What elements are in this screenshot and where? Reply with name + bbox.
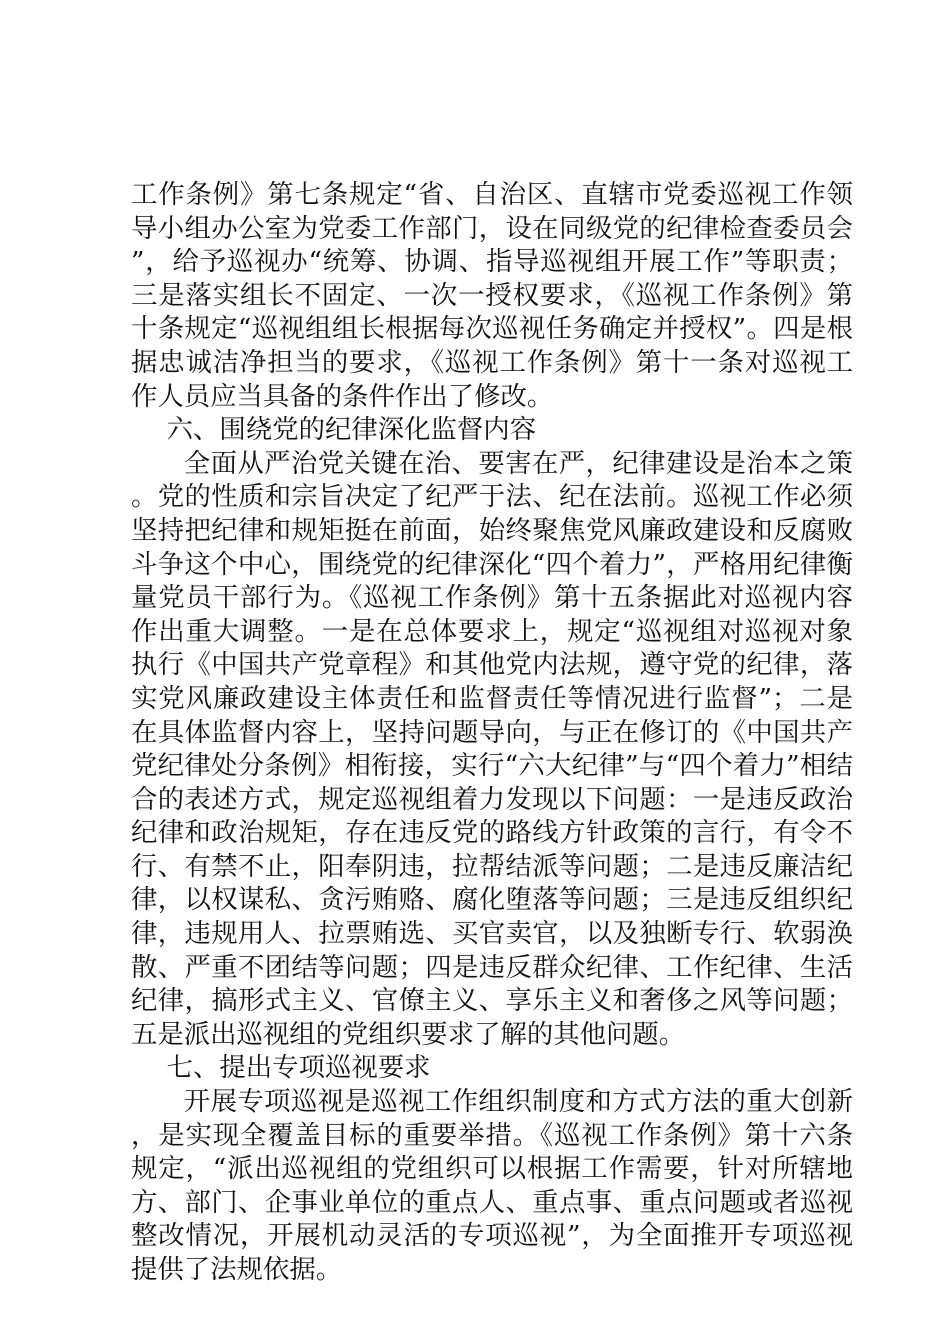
paragraph-special-inspection: 开展专项巡视是巡视工作组织制度和方式方法的重大创新，是实现全覆盖目标的重要举措。《巡视工作条例》第十六条规定，“派出巡视组的党组织可以根据工作需要，针对所辖地方、部门、企事业单位的重点人、重点事、重点问题或者巡视整改情况，开展机动灵活的专项巡视”，为全面推开专项巡视提供了法规依据。 [131, 1086, 853, 1285]
paragraph-continued: 工作条例》第七条规定“省、自治区、直辖市党委巡视工作领导小组办公室为党委工作部门，设在同级党的纪律检查委员会”，给予巡视办“统筹、协调、指导巡视组开展工作”等职责；三是落实组长不固定、一次一授权要求，《巡视工作条例》第十条规定“巡视组组长根据每次巡视任务确定并授权”。四是根据忠诚洁净担当的要求，《巡视工作条例》第十一条对巡视工作人员应当具备的条件作出了修改。 [131, 179, 853, 412]
section-heading-six: 六、围绕党的纪律深化监督内容 [166, 414, 537, 446]
document-page [131, 178, 853, 1287]
section-heading-seven: 七、提出专项巡视要求 [166, 1052, 431, 1084]
paragraph-discipline-supervision: 全面从严治党关键在治、要害在严，纪律建设是治本之策。党的性质和宗旨决定了纪严于法、纪在法前。巡视工作必须坚持把纪律和规矩挺在前面，始终聚焦党风廉政建设和反腐败斗争这个中心，围绕党的纪律深化“四个着力”，严格用纪律衡量党员干部行为。《巡视工作条例》第十五条据此对巡视内容作出重大调整。一是在总体要求上，规定“巡视组对巡视对象执行《中国共产党章程》和其他党内法规，遵守党的纪律，落实党风廉政建设主体责任和监督责任等情况进行监督”；二是在具体监督内容上，坚持问题导向，与正在修订的《中国共产党纪律处分条例》相衔接，实行“六大纪律”与“四个着力”相结合的表述方式，规定巡视组着力发现以下问题：一是违反政治纪律和政治规矩，存在违反党的路线方针政策的言行，有令不行、有禁不止，阳奉阴违，拉帮结派等问题；二是违反廉洁纪律，以权谋私、贪污贿赂、腐化堕落等问题；三是违反组织纪律，违规用人、拉票贿选、买官卖官，以及独断专行、软弱涣散、严重不团结等问题；四是违反群众纪律、工作纪律、生活纪律，搞形式主义、官僚主义、享乐主义和奢侈之风等问题；五是派出巡视组的党组织要求了解的其他问题。 [131, 447, 853, 1050]
